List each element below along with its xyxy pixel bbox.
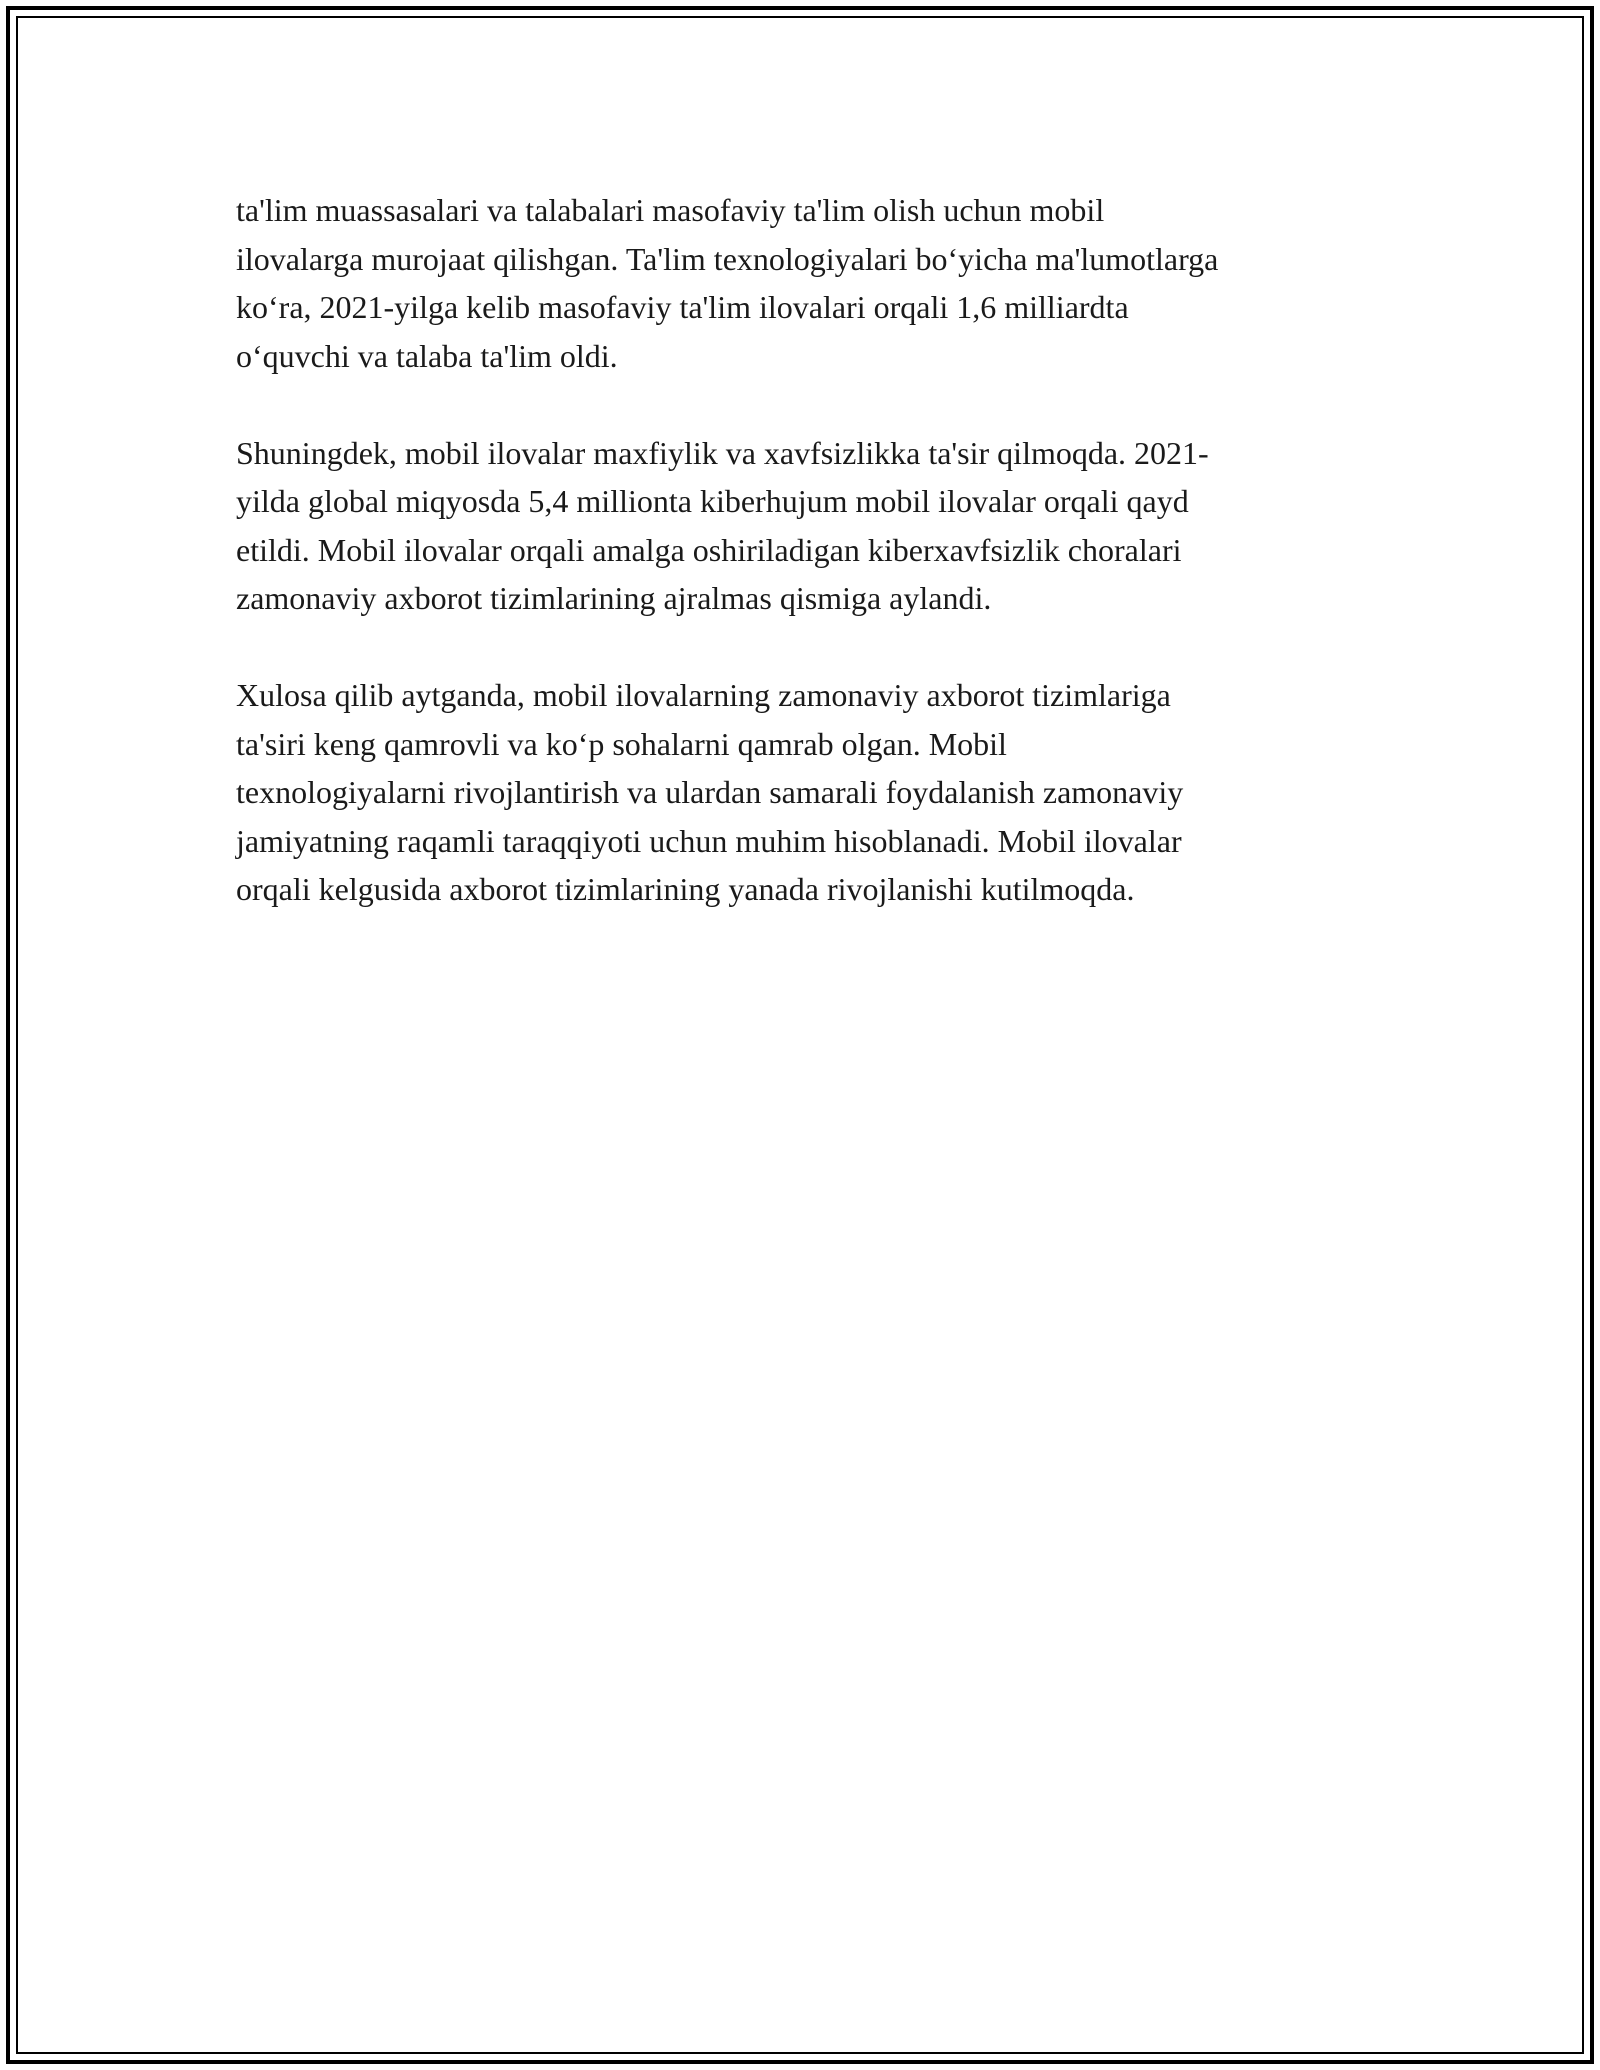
text-line: ta'siri keng qamrovli va ko‘p sohalarni qamrab olgan. Mobil	[236, 725, 1007, 762]
text-line: Xulosa qilib aytganda, mobil ilovalarning zamonaviy axborot tizimlariga	[236, 677, 1171, 713]
text-line: etildi. Mobil ilovalar orqali amalga oshiriladigan kiberxavfsizlik choralari	[236, 531, 1182, 568]
text-line: orqali kelgusida axborot tizimlarining yanada rivojlanishi kutilmoqda.	[236, 871, 1135, 907]
text-line: yilda global miqyosda 5,4 millionta kiberhujum mobil ilovalar orqali qayd	[236, 483, 1189, 519]
text-line: texnologiyalarni rivojlantirish va ulardan samarali foydalanish zamonaviy	[236, 774, 1184, 810]
paragraph-security	[236, 429, 1376, 623]
text-line: ilovalarga murojaat qilishgan. Ta'lim texnologiyalari bo‘yicha ma'lumotlarga	[236, 240, 1219, 277]
paragraph-conclusion	[236, 671, 1376, 914]
text-line: jamiyatning raqamli taraqqiyoti uchun muhim hisoblanadi. Mobil ilovalar	[236, 822, 1182, 859]
paragraph-education	[236, 186, 1376, 380]
text-line: o‘quvchi va talaba ta'lim oldi.	[236, 337, 618, 374]
text-line: Shuningdek, mobil ilovalar maxfiylik va xavfsizlikka ta'sir qilmoqda. 2021-	[236, 434, 1209, 471]
text-line: zamonaviy axborot tizimlarining ajralmas qismiga aylandi.	[236, 580, 992, 616]
document-body	[236, 186, 1376, 962]
text-line: ta'lim muassasalari va talabalari masofaviy ta'lim olish uchun mobil	[236, 192, 1105, 228]
text-line: ko‘ra, 2021-yilga kelib masofaviy ta'lim ilovalari orqali 1,6 milliardta	[236, 289, 1129, 325]
